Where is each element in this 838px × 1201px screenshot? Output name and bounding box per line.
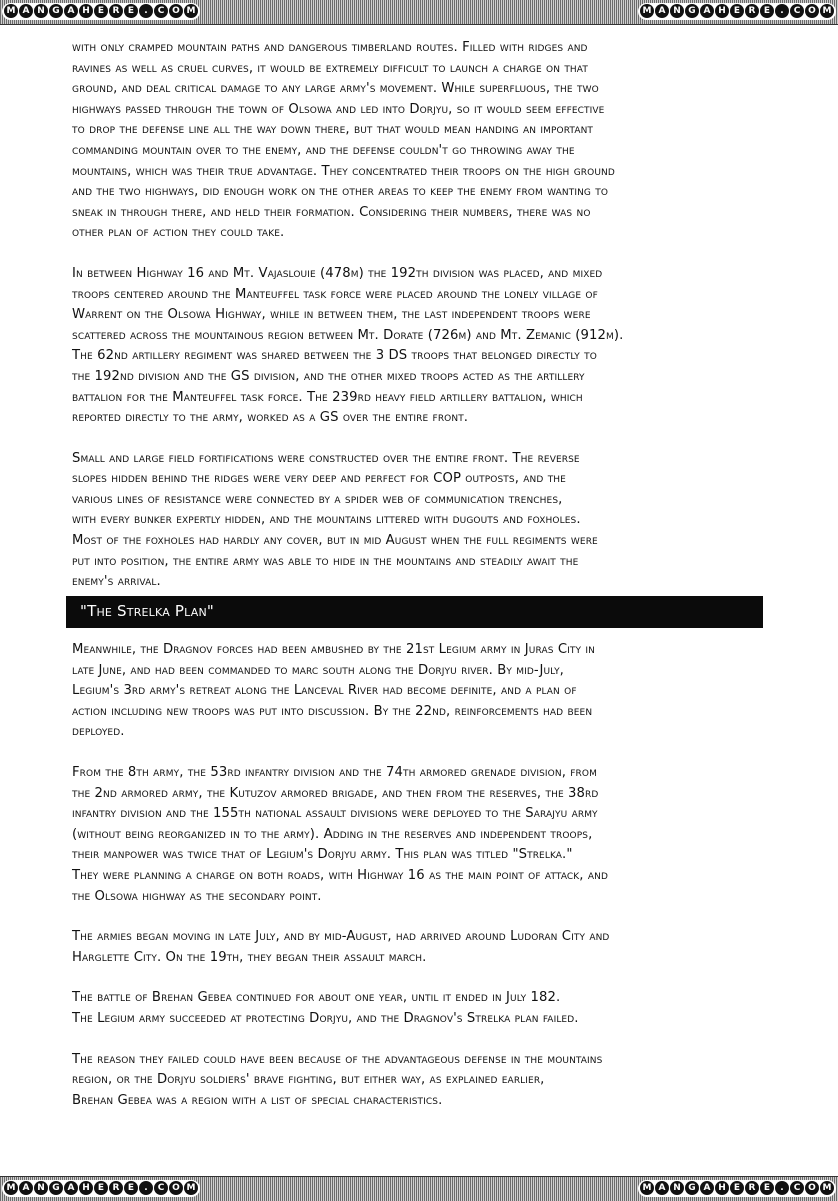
text-line: Most of the foxholes had hardly any cover, but in mid August when the full regiments were — [72, 533, 598, 549]
watermark-letter: A — [64, 4, 78, 18]
text-line: Brehan Gebea was a region with a list of special characteristics. — [72, 1092, 443, 1108]
text-line: (without being reorganized in to the army). Adding in the reserves and independent troops, — [72, 826, 593, 842]
watermark-letter: G — [685, 4, 699, 18]
bottom-border-band — [0, 1176, 838, 1201]
top-border-band — [0, 0, 838, 25]
watermark-letter: C — [154, 4, 168, 18]
watermark-letter: O — [805, 1181, 819, 1195]
watermark-letter: C — [154, 1181, 168, 1195]
text-line: ravines as well as cruel curves, it would be extremely difficult to launch a charge on that — [72, 60, 588, 76]
watermark-letter: A — [700, 1181, 714, 1195]
watermark-letter: E — [124, 1181, 138, 1195]
watermark-letter: . — [775, 4, 789, 18]
text-line: mountains, which was their true advantage. They concentrated their troops on the high ground — [72, 163, 615, 179]
text-line: The armies began moving in late July, and by mid-August, had arrived around Ludoran City and — [72, 929, 610, 945]
watermark-letter: M — [820, 4, 834, 18]
text-line: scattered across the mountainous region between Mt. Dorate (726m) and Mt. Zemanic (912m). — [72, 327, 624, 343]
watermark-letter: E — [94, 1181, 108, 1195]
text-line: other plan of action they could take. — [72, 225, 285, 241]
watermark-letter: C — [790, 4, 804, 18]
text-line: put into position, the entire army was able to hide in the mountains and steadily await the — [72, 553, 579, 569]
watermark-letter: N — [670, 4, 684, 18]
watermark-letter: A — [700, 4, 714, 18]
watermark-letter: E — [760, 1181, 774, 1195]
text-line: action including new troops was put into discussion. By the 22nd, reinforcements had been — [72, 703, 593, 719]
text-line: Meanwhile, the Dragnov forces had been ambushed by the 21st Legium army in Juras City in — [72, 642, 595, 657]
watermark-letter: O — [169, 1181, 183, 1195]
section-heading-bar — [66, 596, 763, 628]
watermark-letter: G — [49, 4, 63, 18]
watermark-letter: G — [49, 1181, 63, 1195]
text-line: with only cramped mountain paths and dangerous timberland routes. Filled with ridges and — [72, 40, 588, 55]
watermark-letter: M — [184, 4, 198, 18]
watermark-letter: H — [79, 1181, 93, 1195]
watermark-letter: R — [109, 4, 123, 18]
watermark-text — [640, 1181, 641, 1182]
paragraph — [72, 38, 772, 244]
watermark-letter: A — [64, 1181, 78, 1195]
text-line: highways passed through the town of Olsowa and led into Dorjyu, so it would seem effective — [72, 101, 605, 117]
watermark-letter: . — [775, 1181, 789, 1195]
watermark-letter: O — [805, 4, 819, 18]
watermark-letter: H — [79, 4, 93, 18]
watermark-letter: N — [670, 1181, 684, 1195]
text-line: sneak in through there, and held their formation. Considering their numbers, there was no — [72, 204, 591, 220]
watermark-letter: E — [760, 4, 774, 18]
text-line: with every bunker expertly hidden, and the mountains littered with dugouts and foxholes. — [72, 512, 581, 528]
watermark-letter: N — [34, 1181, 48, 1195]
watermark-letter: M — [820, 1181, 834, 1195]
watermark-letter: E — [94, 4, 108, 18]
text-line: reported directly to the army, worked as a GS over the entire front. — [72, 410, 469, 426]
watermark-letter: R — [109, 1181, 123, 1195]
text-line: enemy's arrival. — [72, 574, 161, 590]
watermark-top-right — [638, 3, 836, 20]
watermark-letter: M — [184, 1181, 198, 1195]
text-line: The battle of Brehan Gebea continued for about one year, until it ended in July 182. — [72, 990, 561, 1006]
watermark-letter: G — [685, 1181, 699, 1195]
watermark-letter: . — [139, 4, 153, 18]
page-body — [72, 38, 772, 613]
watermark-text — [640, 4, 641, 5]
watermark-letter: A — [19, 4, 33, 18]
text-line: region, or the Dorjyu soldiers' brave fighting, but either way, as explained earlier, — [72, 1072, 545, 1088]
paragraph — [72, 988, 772, 1029]
text-line: infantry division and the 155th national assault divisions were deployed to the Sarajyu army — [72, 806, 598, 822]
paragraph — [72, 1050, 772, 1112]
text-line: They were planning a charge on both roads, with Highway 16 as the main point of attack, and — [72, 867, 609, 883]
section-heading-title: "The Strelka Plan" — [80, 602, 215, 620]
watermark-letter: H — [715, 1181, 729, 1195]
watermark-letter: C — [790, 1181, 804, 1195]
text-line: Harglette City. On the 19th, they began their assault march. — [72, 949, 427, 965]
section-defense — [72, 38, 772, 593]
watermark-letter: A — [19, 1181, 33, 1195]
paragraph — [72, 927, 772, 968]
text-line: Legium's 3rd army's retreat along the Lanceval River had become definite, and a plan of — [72, 683, 577, 699]
text-line: the Olsowa highway as the secondary point. — [72, 888, 322, 904]
watermark-letter: M — [640, 1181, 654, 1195]
section-strelka-plan — [72, 640, 772, 1111]
text-line: and the two highways, did enough work on the other areas to keep the enemy from wanting to — [72, 184, 609, 200]
watermark-letter: A — [655, 4, 669, 18]
watermark-letter: M — [640, 4, 654, 18]
text-line: The reason they failed could have been because of the advantageous defense in the mountains — [72, 1051, 603, 1067]
watermark-letter: E — [124, 4, 138, 18]
text-line: ground, and deal critical damage to any large army's movement. While superfluous, the two — [72, 81, 599, 97]
watermark-text — [4, 4, 5, 5]
watermark-letter: M — [4, 1181, 18, 1195]
watermark-letter: R — [745, 4, 759, 18]
watermark-bottom-right — [638, 1180, 836, 1197]
text-line: troops centered around the Manteuffel task force were placed around the lonely village of — [72, 286, 598, 302]
paragraph — [72, 264, 772, 429]
text-line: various lines of resistance were connected by a spider web of communication trenches, — [72, 491, 563, 507]
text-line: From the 8th army, the 53rd infantry division and the 74th armored grenade division, from — [72, 764, 597, 780]
text-line: In between Highway 16 and Mt. Vajaslouie (478m) the 192th division was placed, and mixed — [72, 265, 603, 281]
watermark-letter: N — [34, 4, 48, 18]
text-line: deployed. — [72, 724, 125, 740]
text-line: the 2nd armored army, the Kutuzov armored brigade, and then from the reserves, the 38rd — [72, 785, 599, 801]
text-line: Small and large field fortifications were constructed over the entire front. The reverse — [72, 450, 580, 466]
text-line: The 62nd artillery regiment was shared between the 3 DS troops that belonged directly to — [72, 348, 597, 364]
paragraph — [72, 640, 772, 743]
text-line: Warrent on the Olsowa Highway, while in between them, the last independent troops were — [72, 307, 591, 323]
paragraph — [72, 449, 772, 593]
watermark-letter: H — [715, 4, 729, 18]
text-line: late June, and had been commanded to marc south along the Dorjyu river. By mid-July, — [72, 662, 564, 678]
text-line: commanding mountain over to the enemy, and the defense couldn't go throwing away the — [72, 142, 575, 158]
watermark-top-left — [2, 3, 200, 20]
watermark-text — [4, 1181, 5, 1182]
paragraph — [72, 763, 772, 907]
page-body-lower — [72, 640, 772, 1131]
text-line: The Legium army succeeded at protecting Dorjyu, and the Dragnov's Strelka plan failed. — [72, 1010, 579, 1026]
text-line: slopes hidden behind the ridges were very deep and perfect for COP outposts, and the — [72, 471, 566, 487]
text-line: the 192nd division and the GS division, and the other mixed troops acted as the artillery — [72, 368, 585, 384]
watermark-letter: E — [730, 4, 744, 18]
text-line: to drop the defense line all the way down there, but that would mean handing an important — [72, 122, 594, 138]
watermark-letter: O — [169, 4, 183, 18]
watermark-bottom-left — [2, 1180, 200, 1197]
text-line: their manpower was twice that of Legium's Dorjyu army. This plan was titled "Strelka." — [72, 847, 573, 863]
watermark-letter: A — [655, 1181, 669, 1195]
watermark-letter: M — [4, 4, 18, 18]
text-line: battalion for the Manteuffel task force. The 239rd heavy field artillery battalion, which — [72, 389, 583, 405]
watermark-letter: R — [745, 1181, 759, 1195]
watermark-letter: . — [139, 1181, 153, 1195]
watermark-letter: E — [730, 1181, 744, 1195]
